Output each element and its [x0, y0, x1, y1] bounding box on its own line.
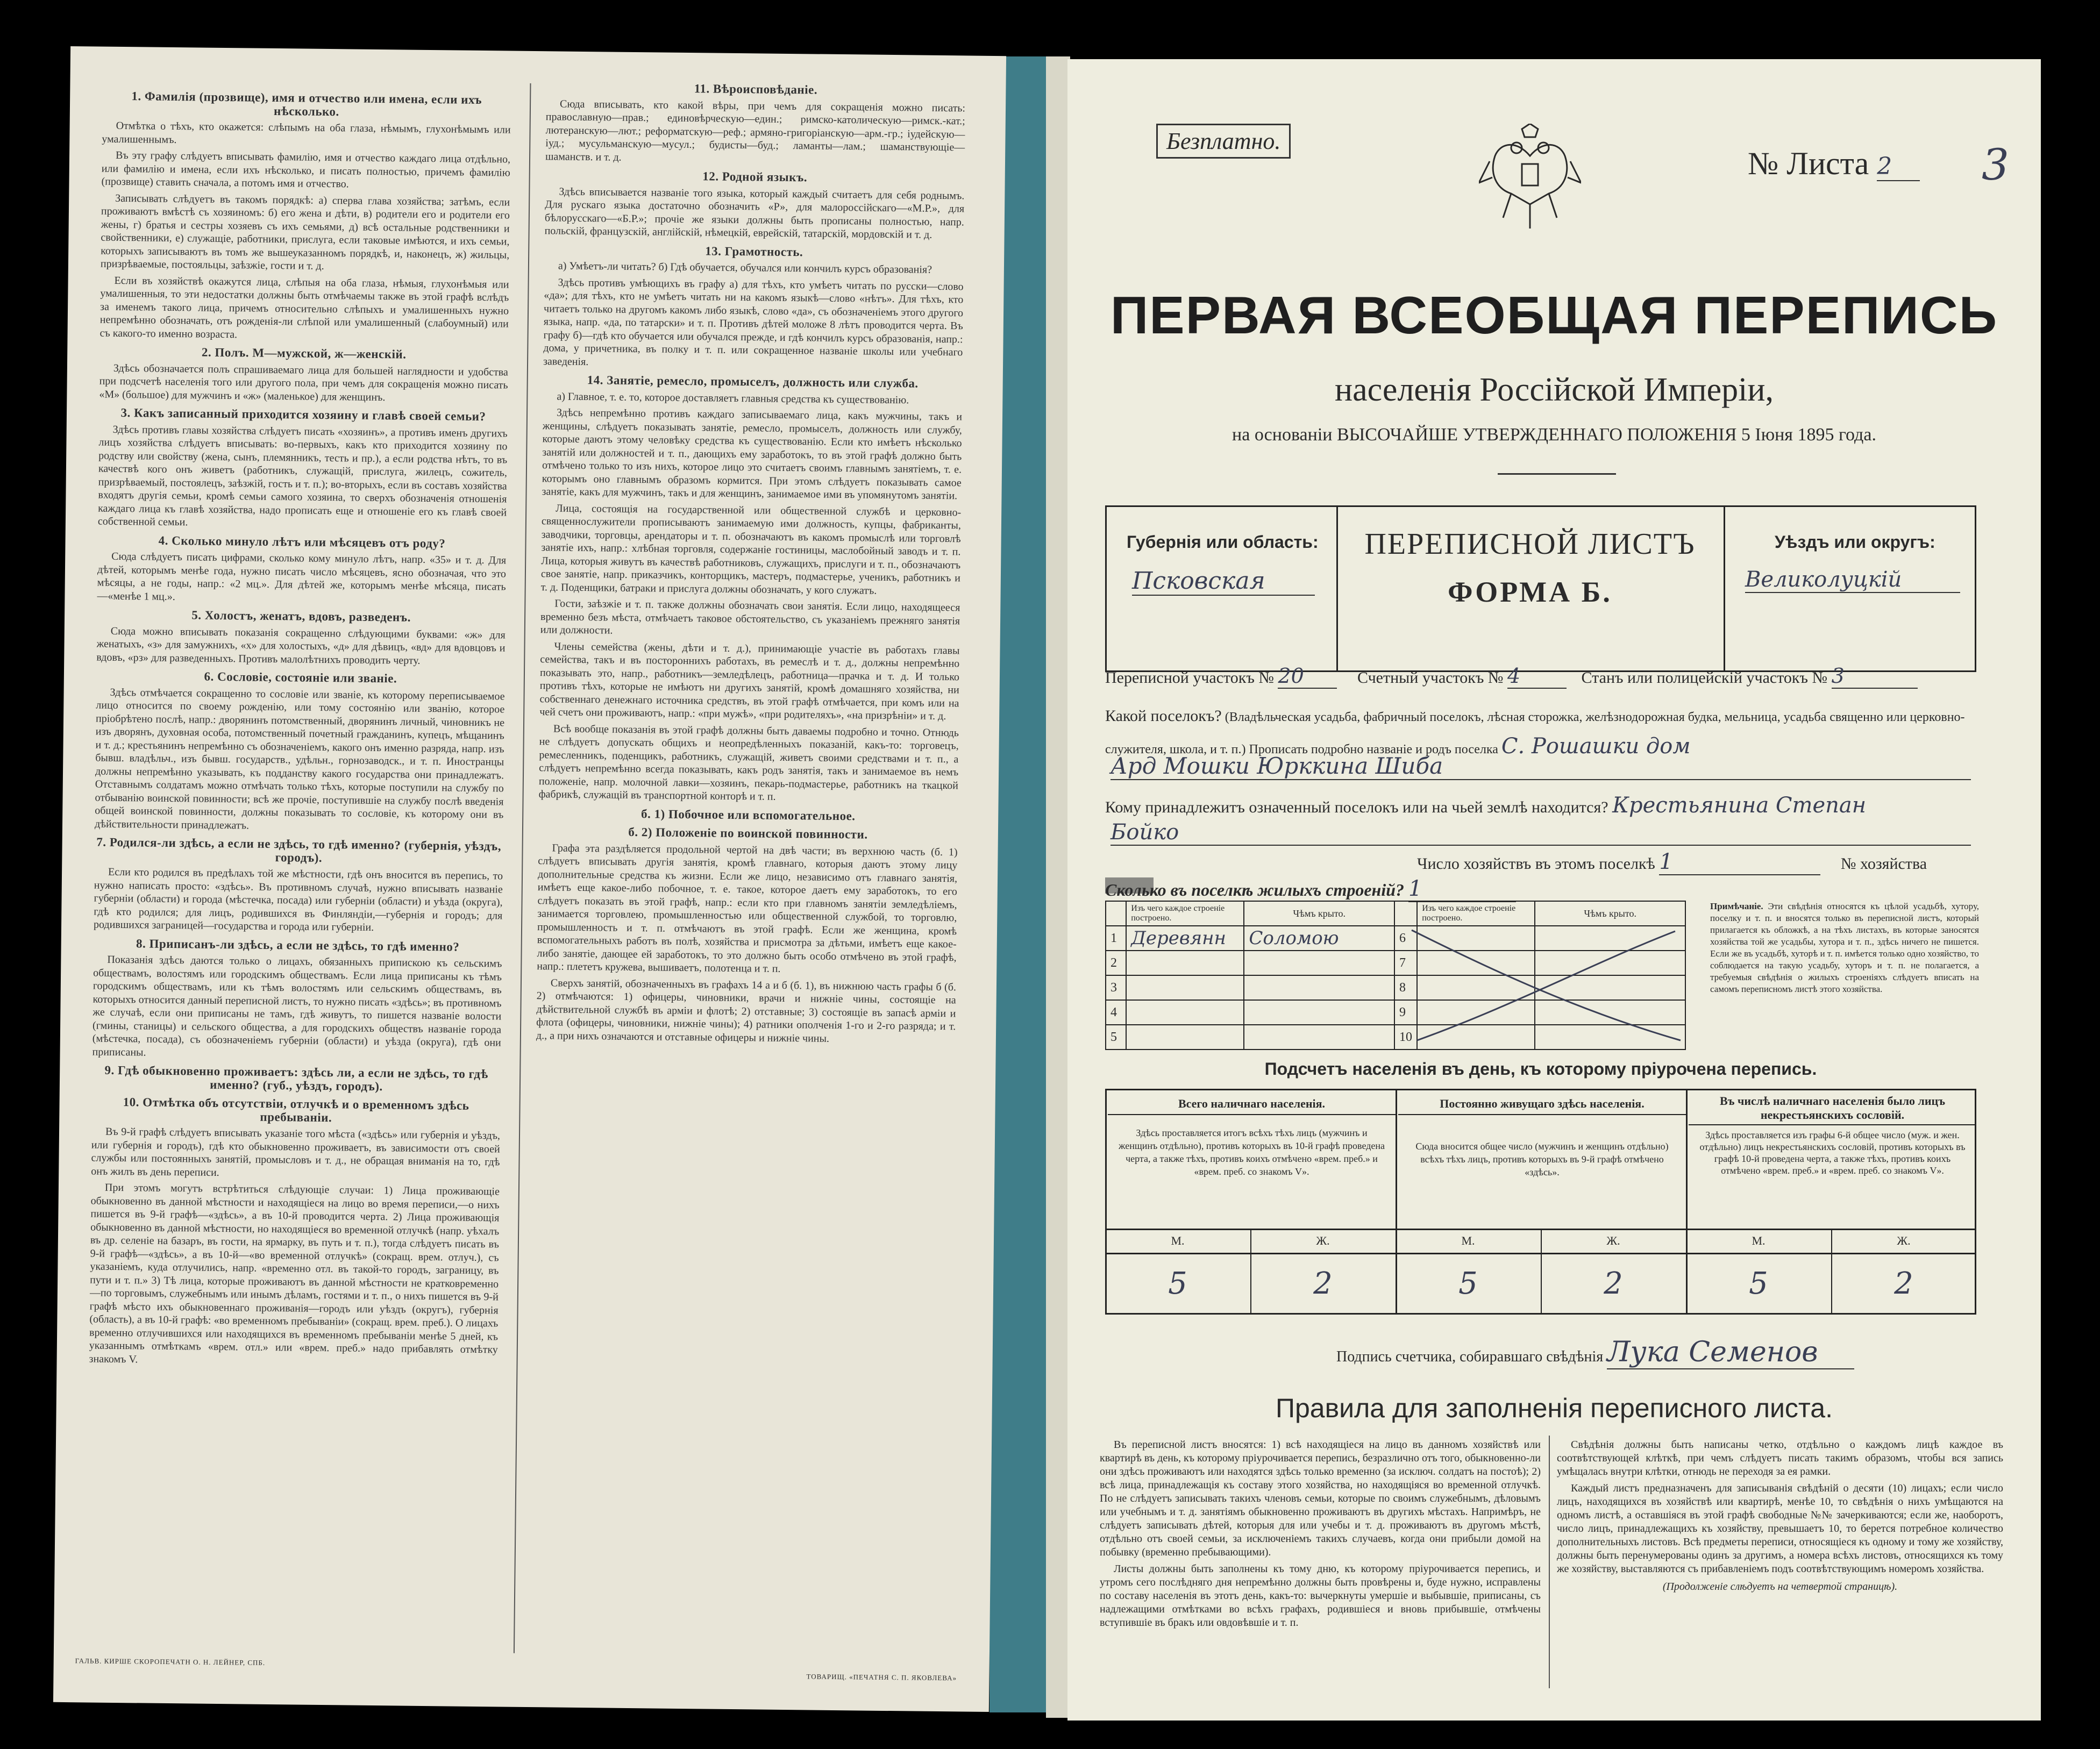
- instruction-heading: 10. Отмѣтка объ отсутствіи, отлучкѣ и о временномъ здѣсь пребываніи.: [123, 1095, 469, 1124]
- free-stamp: [1156, 124, 1291, 159]
- header-divider-right: [1724, 505, 1725, 672]
- count-m-label-2: М.: [1461, 1234, 1475, 1247]
- instruction-paragraph: Отмѣтка о тѣхъ, кто окажется: слѣпымъ на оба глаза, нѣмымъ, глухонѣмымъ или умалишеннымъ.: [102, 119, 511, 146]
- sheet-number: [1748, 145, 1920, 182]
- buildings-row-material: [1126, 1000, 1244, 1025]
- continued-note: (Продолженіе слѣдуетъ на четвертой страницѣ).: [1662, 1581, 1898, 1593]
- instruction-paragraph: Лица, состоящія на государственной или общественной службѣ и церковно-священнослужители прописываютъ занимаемую ими должность, купцы, фабриканты, заводчики, торговцы, арендаторы и т. п. обозначаютъ въ какомъ промыслѣ или торговлѣ занятіе ихъ, напр.: хлѣбная торговля, содержаніе гостиницы, маслобойный заводъ и т. п. Лица, которыя живутъ въ качествѣ работниковъ, служащихъ, прислуги и т. п., обозначаютъ свое занятіе, напр. приказчикъ, конторщикъ, мастеръ, подмастерье, ученикъ, работникъ и т. д. Поденщики, батраки и прислуга должны обозначать, у кого служатъ.: [540, 502, 962, 597]
- count-total-female: 2: [1313, 1266, 1333, 1301]
- instruction-heading: 9. Гдѣ обыкновенно проживаетъ: здѣсь ли, а если не здѣсь, то гдѣ именно? (губ., уѣздъ, городъ).: [104, 1063, 488, 1093]
- rules-left-column: [1100, 1438, 1541, 1630]
- free-stamp-text: Безплатно.: [1166, 128, 1281, 154]
- buildings-row-material: [1126, 1025, 1244, 1050]
- household-number-label: № хозяйства: [1840, 855, 1927, 873]
- count-col-3-text: Здѣсь проставляется изъ графы 6-й общее число (муж. и жен. отдѣльно) лицъ некрестьянскихъ сословій, противъ которыхъ въ графѣ 10-й проведена черта, а также тѣхъ, противъ коихъ отмѣчено «врем. преб.» и «врем. преб. со знакомъ V».: [1699, 1130, 1966, 1176]
- instructions-column-1: [86, 84, 511, 1648]
- buildings-header-roof-right: Чѣмъ крыто.: [1535, 901, 1685, 926]
- title-rule: [1498, 473, 1616, 475]
- count-col-3-head: Въ числѣ наличнаго населенія было лицъ некрестьянскихъ сословій.: [1689, 1094, 1976, 1125]
- count-col-2-text: Сюда вносится общее число (мужчинъ и женщинъ отдѣльно) всѣхъ тѣхъ лицъ, противъ которыхъ въ 9-й графѣ отмѣчено «здѣсь».: [1415, 1141, 1669, 1177]
- population-count-title: Подсчетъ населенія въ день, къ которому пріурочена перепись.: [1264, 1059, 1817, 1079]
- instruction-paragraph: Показанія здѣсь даются только о лицахъ, обязанныхъ припискою къ сельскимъ обществамъ, волостямъ или городскимъ обществамъ. Если лица приписаны къ тѣмъ городскимъ обществамъ, или къ тѣмъ волостямъ или сельскимъ обществамъ, въ которыхъ относится данный переписной листъ, то нужно писать «здѣсь»; въ противномъ же случаѣ, если они приписаны не тамъ, гдѣ живутъ, то пишется названіе волости (гмины, станицы) и сельского общества, а для городскихъ обществъ названіе города (мѣстечка, посада), съ обозначеніемъ губерніи (области) и уѣзда (округа), гдѣ они приписаны.: [92, 953, 502, 1059]
- instruction-paragraph: а) Умѣетъ-ли читать? б) Гдѣ обучается, обучался или кончилъ курсъ образованія?: [558, 260, 932, 276]
- buildings-header-material: Изъ чего каждое строеніе построено.: [1126, 901, 1244, 926]
- count-district-label: Счетный участокъ №: [1357, 669, 1504, 687]
- uezd-label: Уѣздъ или округъ:: [1775, 532, 1935, 552]
- signature-value: Лука Семенов: [1607, 1336, 1854, 1369]
- buildings-row-num-right: 10: [1394, 1025, 1417, 1050]
- margin-page-number: 3: [1982, 140, 2009, 190]
- rules-right-paragraph: Свѣдѣнія должны быть написаны четко, отдѣльно о каждомъ лицѣ каждое въ соотвѣтствующей клѣткѣ, при чемъ слѣдуетъ писать такимъ образомъ, чтобы вся запись умѣщалась внутри клѣтки, отнюдь не переходя за ея рамки.: [1557, 1439, 2003, 1477]
- count-m-label-3: М.: [1752, 1234, 1766, 1247]
- buildings-value: 1: [1408, 876, 1516, 902]
- owner-block: [1105, 793, 1976, 818]
- left-page-instructions: [53, 46, 1006, 1712]
- buildings-row-roof: Соломою: [1244, 926, 1394, 951]
- instruction-paragraph: Здѣсь отмѣчается сокращенно то сословіе или званіе, къ которому переписываемое лицо относится по своему рожденію, или тому состоянію или званію, которое пріобрѣтено послѣ, напр.: дворянинъ потомственный, дворянинъ личный, чиновникъ не изъ дворянъ, духовная особа, потомственный почетный гражданинъ, купецъ, мѣщанинъ и т. д.; крестьянинъ непремѣнно съ обозначеніемъ, какого онъ именно разряда, напр. изъ бывш. владѣльч., изъ бывш. государств., удѣльн., горнозаводск., и т. п. Иностранцы должны непремѣнно указывать, къ подданству какого государства они принадлежатъ. Отставнымъ солдатамъ можно отмѣчать только тѣхъ, которые поступили на службу по отбыванію воинской повинности; всѣ же прочіе, поступившіе на службу послѣ введенія общей воинской повинности, должны показывать то сословіе, къ которому они въ дѣйствительности принадлежатъ.: [94, 686, 505, 832]
- buildings-row-num-right: 6: [1394, 926, 1417, 951]
- guberniya-label: Губернія или область:: [1127, 532, 1319, 552]
- buildings-header-num-right: [1394, 901, 1417, 926]
- column-divider: [514, 83, 531, 1653]
- instruction-heading: 2. Полъ. М—мужской, ж—женскій.: [201, 345, 407, 361]
- buildings-row-num-right: 8: [1394, 975, 1417, 1000]
- buildings-row-roof: [1244, 1025, 1394, 1050]
- owner-label: Кому принадлежитъ означенный поселокъ или на чьей землѣ находится?: [1105, 798, 1608, 816]
- signature-label: Подпись счетчика, собиравшаго свѣдѣнія: [1336, 1348, 1604, 1365]
- instruction-heading: 8. Приписанъ-ли здѣсь, а если не здѣсь, то гдѣ именно?: [136, 936, 460, 954]
- census-district-value: 20: [1278, 664, 1337, 689]
- instruction-heading: 1. Фамилія (прозвище), имя и отчество или имена, если ихъ нѣсколько.: [131, 89, 482, 118]
- buildings-header-roof: Чѣмъ крыто.: [1244, 901, 1394, 926]
- count-col-2-head: Постоянно живущаго здѣсь населенія.: [1398, 1097, 1686, 1115]
- census-legal-basis: на основаніи ВЫСОЧАЙШЕ УТВЕРЖДЕННАГО ПОЛОЖЕНІЯ 5 Іюня 1895 года.: [1232, 425, 1876, 445]
- instruction-paragraph: Сюда вписывать, кто какой вѣры, при чемъ для сокращенія можно писать: православную—прав.; единовѣрческую—един.; римско-католическую—римск.-кат.; лютеранскую—лют.; реформатскую—реф.; армяно-григоріанскую—арм.-гр.; іудейскую—іуд.; мусульманскую—мусул.; будисты—буд.; ламанты—лам.; шаманствующіе—шаманств. и т. д.: [545, 98, 966, 163]
- buildings-row-num: 3: [1106, 975, 1126, 1000]
- buildings-row-material: Деревянн: [1126, 926, 1244, 951]
- instruction-heading: 13. Грамотность.: [705, 244, 803, 259]
- sheet-number-value: 2: [1877, 153, 1920, 181]
- instruction-paragraph: Здѣсь вписывается названіе того языка, который каждый считаетъ для себя роднымъ. Для рускаго языка достаточно обозначить «Р», для малороссійскаго—«М.Р.», для бѣлорусскаго—«Б.Р.»; прочіе же языки должны быть прописаны полностью, напр. польскій, французскій, англійскій, нѣмецкій, еврейскій, татарскій, мордовскій и т. д.: [544, 185, 965, 241]
- printer-imprint-right: ТОВАРИЩ. «ПЕЧАТНЯ С. П. ЯКОВЛЕВА»: [806, 1672, 957, 1682]
- rules-left-paragraph: Листы должны быть заполнены къ тому дню, къ которому пріурочивается перепись, и утромъ сего послѣдняго дня непремѣнно должны быть провѣрены и, буде нужно, исправлены по составу населенія въ этотъ день, какъ-то: вычеркнуты умершіе и выбывшіе, приписаны, съ надлежащими отмѣтками во всѣхъ графахъ, родившіеся и вновь прибывшіе, отмѣчены вступившіе въ бракъ или овдовѣвшіе и т. п.: [1100, 1563, 1541, 1629]
- buildings-header-num: [1106, 901, 1126, 926]
- count-f-label: Ж.: [1316, 1234, 1330, 1247]
- right-page-census-form: [1067, 59, 2041, 1721]
- instruction-paragraph: Члены семейства (жены, дѣти и т. д.), принимающіе участіе въ работахъ главы семейства, такъ и въ постороннихъ работахъ, въ ремеслѣ и т. д., должны непремѣнно показывать это, напр., работникъ—земледѣлецъ, работница—прачка и т. д. И только противъ тѣхъ, которые не имѣютъ ни другихъ занятій, кромѣ домашняго хозяйства, ни собственнаго денежнаго источника средствъ, въ этой графѣ отмѣчается, при комъ или на чей счетъ они проживаютъ, напр.: «при мужѣ», «при родителяхъ», «на призрѣніи» и т. д.: [539, 640, 960, 723]
- stan-label: Станъ или полицейскій участокъ №: [1581, 669, 1828, 687]
- owner-value-2: Бойко: [1110, 820, 1971, 846]
- count-f-label-2: Ж.: [1606, 1234, 1620, 1247]
- instruction-paragraph: Сверхъ занятій, обозначенныхъ въ графахъ 14 а и б (б. 1), въ нижнюю часть графы б (б. 2) отмѣчаются: 1) офицеры, чиновники, врачи и нижніе чины, состоящіе на дѣйствительной службѣ въ армiи и флотѣ; 2) отставные; 3) состоящіе въ запасѣ арміи и флота (офицеры, чиновники, нижніе чины); 4) ратники ополченія 1-го и 2-го разряда; и т. д., а при нихъ означаются и отставные офицеры и нижніе чины.: [536, 976, 957, 1045]
- instruction-paragraph: Здѣсь обозначается полъ спрашиваемаго лица для большей наглядности и удобства при подсчетѣ населенія того или другого пола, при чемъ для сокращенія можно писать «М» (большое) для мужчинъ и «ж» (маленькое) для женщинъ.: [99, 362, 508, 403]
- instruction-heading: 14. Занятіе, ремесло, промыселъ, должность или служба.: [587, 373, 919, 390]
- count-nonpeasant-male: 5: [1749, 1266, 1768, 1301]
- rules-divider: [1549, 1436, 1550, 1688]
- instruction-paragraph: Записывать слѣдуетъ въ такомъ порядкѣ: а) сперва глава хозяйства; затѣмъ, если проживаютъ вмѣстѣ съ хозяиномъ: б) его жена и дѣти, в) родители его и родители его жены, г) братья и сестры хозяевъ съ ихъ семьями, д) всѣ остальные родственники и свойственники, е) служащіе, работники, прислуга, если таковые имѣются, и ихъ семьи, которыхъ записываютъ въ томъ же вышеуказанномъ порядкѣ, и, наконецъ, ж) жильцы, призрѣваемые, постояльцы, заѣзжіе, гости и т. д.: [100, 192, 510, 272]
- instruction-heading: 4. Сколько минуло лѣтъ или мѣсяцевъ отъ роду?: [158, 533, 446, 550]
- instructions-column-2: [530, 75, 966, 1660]
- owner-value-1: Крестьянина Степан: [1612, 793, 1867, 818]
- instruction-paragraph: Въ эту графу слѣдуетъ вписывать фамилію, имя и отчество каждаго лица отдѣльно, или фамилію и имена, если ихъ нѣсколько, и писать полностью, причемъ фамилію (прозвище) ставить сначала, а потомъ имя и отчество.: [101, 149, 511, 190]
- cross-out-mark: [1406, 925, 1686, 1046]
- instruction-heading: 11. Вѣроисповѣданіе.: [694, 82, 818, 97]
- count-f-label-3: Ж.: [1897, 1234, 1911, 1247]
- signature-line: [1336, 1336, 1854, 1369]
- count-total-male: 5: [1168, 1266, 1187, 1301]
- double-headed-eagle-emblem: [1479, 124, 1581, 231]
- instruction-paragraph: Всѣ вообще показанія въ этой графѣ должны быть даваемы подробно и точно. Отнюдь не слѣдуетъ допускать общихъ и неопредѣленныхъ показаній, какъ-то: торговецъ, ремесленникъ, поденщикъ, работникъ, служащій, живетъ своими средствами и т. п., а слѣдуетъ непремѣнно всегда показывать, какъ родъ занятія, такъ и занимаемое въ немъ положеніе, напр. молочной лавки—хозяинъ, пекарь-подмастерье, работникъ на ткацкой фабрикѣ, служащій въ транспортной конторѣ и т. п.: [538, 722, 959, 803]
- buildings-row-num-right: 7: [1394, 951, 1417, 975]
- sheet-number-label: № Листа: [1748, 146, 1869, 181]
- uezd-value: Великолуцкій: [1745, 567, 1960, 593]
- buildings-row-roof: [1244, 951, 1394, 975]
- buildings-row-num-right: 9: [1394, 1000, 1417, 1025]
- buildings-row-num: 1: [1106, 926, 1126, 951]
- settlement-hint: (Владѣльческая усадьба, фабричный поселокъ, лѣсная сторожка, желѣзнодорожная будка, мельница, усадьба священно или церковно-служителя, школа, и т. п.) Прописать подробно названіе и родъ поселка: [1105, 710, 1965, 756]
- count-nonpeasant-female: 2: [1894, 1266, 1913, 1301]
- buildings-row-num: 2: [1106, 951, 1126, 975]
- instruction-paragraph: При этомъ могутъ встрѣтиться слѣдующіе случаи: 1) Лица проживающіе обыкновенно въ данной мѣстности и находящіеся на лицо во время переписи,—о нихъ пишется въ 9-й графѣ—«здѣсь», а въ 10-й проводится черта. 2) Лица проживающія обыкновенно въ данной мѣстности, но находящіеся во временной отлучкѣ (напр. уѣхалъ въ др. селеніе на базаръ, въ гости, на ярмарку, въ путь и т. п.), тогда слѣдуетъ писать въ 9-й графѣ—«здѣсь», а въ 10-й—«во временной отлучкѣ» (сокращ. врем. отлуч.), съ указаніемъ, куда отлучились, напр. «временно отл. въ такой-то городъ, заграницу, въ пути и т. п.» 3) Тѣ лица, которые проживаютъ въ данной мѣстности не кратковременно—по торговымъ, служебнымъ или инымъ дѣламъ, гостями и т. п., о нихъ пишется въ 9-й графѣ мѣсто ихъ обыкновеннаго проживанія—городъ или уѣздъ (округъ), губернія (область), а въ 10-й графѣ: «во временномъ пребываніи» (сокращ. врем. преб.). О лицахъ временно отлучившихся или находящихся въ временномъ пребываніи менѣе 5 дней, къ указаннымъ отмѣткамъ «врем. отл.» или «врем. преб.» надо прибавлять отмѣтку знакомъ V.: [89, 1181, 500, 1365]
- count-resident-female: 2: [1604, 1266, 1623, 1301]
- buildings-note: [1710, 901, 1979, 995]
- rules-right-column: [1557, 1438, 2003, 1594]
- instruction-heading: 5. Холостъ, женатъ, вдовъ, разведенъ.: [191, 608, 411, 624]
- instruction-heading: б. 1) Побочное или вспомогательное.: [640, 806, 856, 823]
- instruction-paragraph: Если въ хозяйствѣ окажутся лица, слѣпыя на оба глаза, нѣмыя, глухонѣмыя или умалишенныя, то эти недостатки должны быть отмѣчаемы также въ этой графѣ вслѣдъ за именемъ такого лица, причемъ относительно слѣпыхъ и умалишенныхъ нужно непремѣнно обозначать, отъ рожденія-ли слѣпой или умалишенный (слабоумный) или съ какого-то именно возраста.: [99, 274, 509, 340]
- instruction-paragraph: Гости, заѣзжіе и т. п. также должны обозначать свои занятія. Если лицо, находящееся временно безъ мѣста, отмѣчаетъ таковое обстоятельство, съ указаніемъ прежняго занятія или должности.: [540, 597, 960, 637]
- buildings-row-roof: [1244, 1000, 1394, 1025]
- buildings-row-material: [1126, 951, 1244, 975]
- rules-right-paragraph: Каждый листъ предназначенъ для записыванія свѣдѣній о десяти (10) лицахъ; если число лицъ, находящихся въ хозяйствѣ или квартирѣ, менѣе 10, то свѣдѣнія о нихъ умѣщаются на одномъ листѣ, а оставшіяся въ этой графѣ свободные №№ зачеркиваются; если же, наоборотъ, число лицъ, принадлежащихъ къ хозяйству, превышаетъ 10, то берется потребное количество дополнительныхъ листовъ. Всѣ предметы переписи, относящіеся къ одному и тому же хозяйству, должны быть перенумерованы одинъ за другимъ, а номера всѣхъ листовъ, относящихся къ тому же хозяйству, выставляются съ прибавленіемъ подъ соотвѣтствующимъ номеромъ хозяйства.: [1557, 1482, 2003, 1575]
- instruction-paragraph: Сюда слѣдуетъ писать цифрами, сколько кому минуло лѣтъ, напр. «35» и т. д. Для дѣтей, которымъ менѣе года, нужно писать число мѣсяцевъ, ясно обозначая, что это мѣсяцы, а не годы, напр.: «2 мц.». Для дѣтей же, которымъ менѣе мѣсяца, писать—«менѣе 1 мц.».: [97, 550, 507, 603]
- instruction-heading: 6. Сословіе, состояніе или званіе.: [204, 669, 397, 686]
- form-subtitle: ФОРМА Б.: [1448, 576, 1612, 608]
- stan-value: 3: [1832, 664, 1918, 689]
- census-district-label: Переписной участокъ №: [1105, 669, 1274, 687]
- instruction-paragraph: Въ 9-й графѣ слѣдуетъ вписывать указаніе того мѣста («здѣсь» или губернія и уѣздъ, или губернія и городъ), гдѣ кто обыкновенно проживаетъ, въ зависимости отъ своей службы или постоянныхъ занятій, промысловъ и т. д., не обращая вниманія на то, гдѣ онъ жилъ въ день переписи.: [91, 1125, 501, 1179]
- census-title: ПЕРВАЯ ВСЕОБЩАЯ ПЕРЕПИСЬ: [1110, 285, 1998, 345]
- buildings-row-material: [1126, 975, 1244, 1000]
- buildings-row-roof: [1244, 975, 1394, 1000]
- households-label: Число хозяйствъ въ этомъ поселкѣ: [1417, 855, 1655, 873]
- buildings-note-title: Примѣчаніе.: [1710, 901, 1763, 911]
- buildings-line: [1105, 876, 1516, 902]
- instruction-heading: 12. Родной языкъ.: [702, 169, 808, 184]
- instruction-paragraph: Графа эта раздѣляется продольной чертой на двѣ части; въ верхнюю часть (б. 1) слѣдуетъ вписывать другія занятія, кромѣ главнаго, которыя даютъ этому лицу дополнительные средства къ жизни. Если же лицо, независимо отъ главнаго занятія, имѣетъ еще какое-либо побочное, т. е. такое, которое даетъ ему заработокъ, то его слѣдуетъ показать въ этой графѣ, напр.: если кто при главномъ занятіи земледѣліемъ, занимается торговлею, промышленностью или общественной службой, то торговлю, промышленность и т. п. отмѣчаютъ въ этой графѣ. Если же женщина, кромѣ вспомогательныхъ работъ въ полѣ, хозяйства и присмотра за дѣтьми, имѣетъ еще какое-либо занятіе, дающее ей заработокъ, то это должно быть особо отмѣчено въ этой графѣ, напр.: плететъ кружева, вышиваетъ, полотенца и т. п.: [537, 841, 958, 975]
- instruction-paragraph: а) Главное, т. е. то, которое доставляетъ главныя средства къ существованію.: [557, 390, 909, 406]
- instruction-heading: 3. Какъ записанный приходится хозяину и главѣ своей семьи?: [120, 405, 486, 424]
- instruction-paragraph: Если кто родился въ предѣлахъ той же мѣстности, гдѣ онъ вносится въ перепись, то нужно написать просто: «здѣсь». Въ противномъ случаѣ, нужно вписывать названіе губерніи (области) и города (мѣстечка, посада) или губерніи (области) и уѣзда (округа), гдѣ кто родился; для лицъ, родившихся въ Финляндіи,—губернія и городъ; для родившихся заграницей—государства и города или губерніи.: [93, 866, 503, 933]
- census-subtitle: населенія Россійской Имперіи,: [1334, 372, 1774, 408]
- settlement-value-1: С. Рошашки дом: [1501, 734, 1691, 759]
- count-district-value: 4: [1507, 664, 1567, 689]
- settlement-value-2: Ард Мошки Юрккина Шиба: [1110, 753, 1971, 780]
- households-value: 1: [1659, 849, 1820, 875]
- buildings-label: Сколько въ поселкѣ жилыхъ строеній?: [1105, 880, 1404, 900]
- buildings-row-num: 5: [1106, 1025, 1126, 1050]
- count-resident-male: 5: [1458, 1266, 1478, 1301]
- count-m-label: М.: [1171, 1234, 1185, 1247]
- form-title: ПЕРЕПИСНОЙ ЛИСТЪ: [1364, 527, 1696, 561]
- buildings-note-text: Эти свѣдѣнія относятся къ цѣлой усадьбѣ, хутору, поселку и т. п. и вносятся только въ переписной листъ, который прилагается къ обложкѣ, а на тѣхъ листахъ, въ которые заносятся хозяйства той же усадьбы, хутора и т. п., здѣсь ничего не пишется. Если же въ усадьбѣ, хуторѣ и т. п. имѣется только одно хозяйство, то соблюдается на такую усадьбу, хуторъ и т. п. не полагается, а требуемыя свѣдѣнія о жилыхъ строеніяхъ слѣдуетъ вписать на самомъ переписномъ листѣ этого хозяйства.: [1710, 901, 1979, 994]
- instruction-paragraph: Здѣсь противъ умѣющихъ въ графу а) для тѣхъ, кто умѣетъ читать по русски—слово «да»; для тѣхъ, кто не умѣетъ читать ни на какомъ языкѣ—слово «нѣтъ». Для тѣхъ, кто читаетъ только на другомъ какомъ либо языкѣ, слово «да», съ обозначеніемъ этого другого языка, напр. «да, по татарски» и т. п. Противъ дѣтей моложе 8 лѣтъ проводится черта. Въ графу б)—гдѣ кто обучается или обучался прежде, и гдѣ кончилъ курсъ образованія, напр.: дома, у причетника, въ полку и т. п. или сокращенное названіе школы или учебнаго заведенія.: [543, 276, 964, 368]
- buildings-header-material-right: Изъ чего каждое строеніе построено.: [1417, 901, 1535, 926]
- rules-title: Правила для заполненія переписного листа.: [1276, 1393, 1833, 1423]
- count-col-1-head: Всего наличнаго населенія.: [1108, 1097, 1396, 1115]
- guberniya-value: Псковская: [1132, 567, 1315, 596]
- count-col-1-text: Здѣсь проставляется итогъ всѣхъ тѣхъ лицъ (мужчинъ и женщинъ отдѣльно), противъ которыхъ въ 10-й графѣ проведена черта, а также тѣхъ, противъ коихъ отмѣчено «врем. преб.» и «врем. преб. со знакомъ V».: [1119, 1127, 1385, 1177]
- settlement-label: Какой поселокъ?: [1105, 707, 1222, 725]
- buildings-row-num: 4: [1106, 1000, 1126, 1025]
- rules-left-paragraph: Въ переписной листъ вносятся: 1) всѣ находящіеся на лицо въ данномъ хозяйствѣ или квартирѣ въ день, къ которому пріурочивается перепись, безразлично отъ того, обыкновенно-ли они здѣсь проживаютъ или находятся здѣсь только временно (за исключ. солдатъ на постоѣ); 2) всѣ лица, принадлежащія къ составу этого хозяйства, но находящіяся во временной отлучкѣ. По не слѣдуетъ записывать такихъ членовъ семьи, которые по своимъ служебнымъ, дѣловымъ или учебнымъ и т. д. занятіямъ обыкновенно проживаютъ въ другихъ мѣстахъ. Напримѣръ, не слѣдуетъ записывать дѣтей, которыя для или учебы и т. д. проживаютъ въ другомъ мѣстѣ, отдѣльно отъ своей семьи, за исключеніемъ такихъ случаевъ, когда они прибыли домой на побывку (временно пребывающими).: [1100, 1439, 1541, 1558]
- instruction-heading: 7. Родился-ли здѣсь, а если не здѣсь, то гдѣ именно? (губернія, уѣздъ, городъ).: [96, 835, 502, 865]
- printer-imprint-left: ГАЛЬВ. КИРШЕ СКОРОПЕЧАТН О. Н. ЛЕЙНЕР, СПБ.: [75, 1657, 266, 1667]
- district-line: [1105, 664, 1976, 689]
- instruction-paragraph: Здѣсь противъ главы хозяйства слѣдуетъ писать «хозяинъ», а противъ именъ другихъ лицъ хозяйства слѣдуетъ вписывать: во-первыхъ, какъ кто приходится хозяину по родству или свойству (жена, сынъ, племянникъ, тесть и пр.), а если родства нѣтъ, то въ качествѣ кого онъ живетъ (работникъ, служащій, прислуга, жилецъ, сожитель, призрѣваемый, постоялецъ, заѣзжій, гость и т. п.); во-вторыхъ, если въ составъ хозяйства входятъ другія семьи, кромѣ семьи самого хозяина, то сверхъ обозначенія отношенія каждаго лица къ главѣ хозяйства, надо прописать еще и отношеніе его къ главѣ своей собственной семьи.: [97, 423, 508, 529]
- paper-edge: [1046, 56, 1070, 1718]
- instruction-paragraph: Здѣсь непремѣнно противъ каждаго записываемаго лица, какъ мужчины, такъ и женщины, слѣдуетъ показывать занятіе, ремесло, промыселъ, должность или службу, которые даютъ этому человѣку средства къ существованію. Если кто имѣетъ нѣсколько занятій или должностей и т. п., дающихъ ему заработокъ, то въ этой графѣ должно быть отмѣчено только то изъ нихъ, которое лицо это считаетъ своимъ главнымъ занятіемъ, т. е. которымъ оно главнымъ образомъ кормится. При этомъ слѣдуетъ показывать самое занятіе, какъ для мужчинъ, такъ и для женщинъ, занимаемое ими въ упомянутомъ занятіи.: [542, 406, 963, 502]
- instruction-paragraph: Сюда можно вписывать показанія сокращенно слѣдующими буквами: «ж» для женатыхъ, «з» для замужнихъ, «х» для холостыхъ, «д» для дѣвицъ, «вд» для вдовцовъ и вдовъ, «рз» для разведенныхъ. Противъ малолѣтнихъ проводить черту.: [96, 625, 506, 667]
- instruction-heading: б. 2) Положеніе по воинской повинности.: [628, 825, 868, 841]
